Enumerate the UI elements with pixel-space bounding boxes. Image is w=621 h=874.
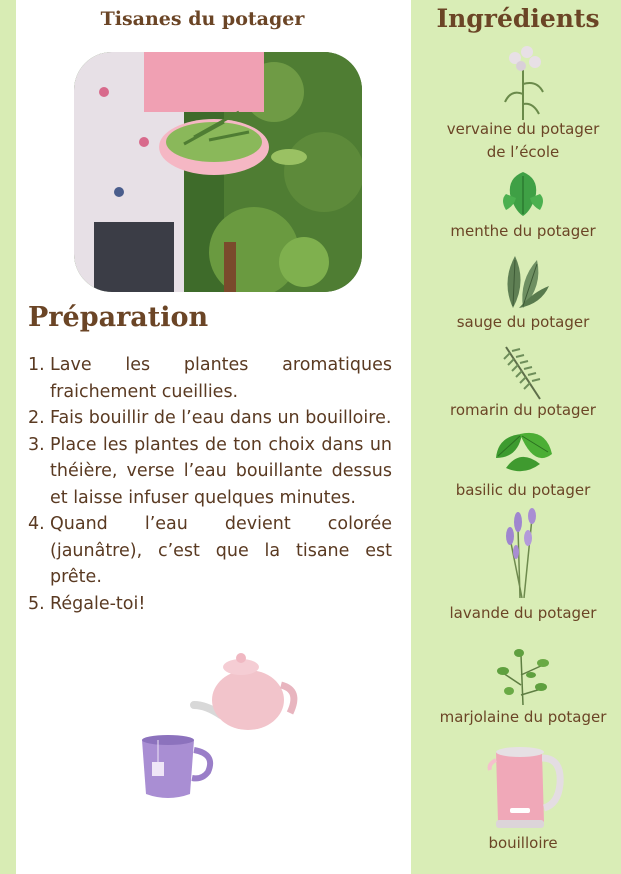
ingredient-sage bbox=[411, 252, 621, 334]
page-title: Tisanes du potager bbox=[100, 8, 305, 30]
mug-illustration bbox=[138, 732, 220, 802]
ingredient-mint bbox=[411, 170, 621, 243]
step-text: Place les plantes de ton choix dans un théière, verse l’eau bouillante dessus et laisse infuser quelques minutes. bbox=[50, 434, 392, 508]
garden-photo bbox=[74, 52, 362, 292]
ingredient-lavender bbox=[411, 508, 621, 625]
marjoram-icon bbox=[493, 645, 553, 705]
step-number: 1. bbox=[28, 355, 45, 375]
step-item bbox=[28, 591, 392, 618]
mint-icon bbox=[498, 170, 548, 218]
step-text: Lave les plantes aromatiques fraichement cueillies. bbox=[50, 355, 392, 402]
step-number: 3. bbox=[28, 434, 45, 455]
ingredient-rosemary bbox=[411, 345, 621, 422]
ingredient-label: lavande du potager bbox=[449, 604, 597, 622]
step-text: Régale-toi! bbox=[50, 593, 146, 614]
left-border-strip bbox=[0, 0, 16, 874]
preparation-steps bbox=[28, 352, 392, 617]
step-number: 4. bbox=[28, 514, 45, 534]
ingredient-label: vervaine du potager bbox=[446, 120, 600, 138]
step-text: Fais bouillir de l’eau dans un bouilloire. bbox=[50, 408, 392, 428]
step-item bbox=[28, 352, 392, 405]
ingredients-heading: Ingrédients bbox=[436, 4, 600, 33]
ingredient-label: sauge du potager bbox=[456, 313, 590, 331]
ingredient-label: romarin du potager bbox=[450, 401, 596, 419]
ingredient-basil bbox=[411, 428, 621, 502]
lavender-icon bbox=[498, 508, 548, 598]
rosemary-icon bbox=[498, 345, 548, 401]
step-number: 5. bbox=[28, 593, 45, 614]
ingredient-marjoram bbox=[411, 645, 621, 729]
sage-icon bbox=[493, 252, 553, 310]
ingredient-label: marjolaine du potager bbox=[439, 708, 607, 726]
step-item bbox=[28, 405, 392, 432]
verbena-icon bbox=[493, 44, 553, 120]
basil-icon bbox=[490, 428, 556, 472]
step-number: 2. bbox=[28, 408, 45, 428]
teapot-illustration bbox=[186, 645, 306, 745]
ingredient-label: bouilloire bbox=[488, 834, 558, 852]
preparation-heading: Préparation bbox=[28, 302, 209, 333]
ingredient-label: basilic du potager bbox=[455, 481, 591, 499]
ingredient-verbena bbox=[411, 44, 621, 164]
ingredient-label: menthe du potager bbox=[450, 222, 596, 240]
step-item bbox=[28, 511, 392, 591]
ingredient-label-line2: de l’école bbox=[486, 143, 560, 161]
step-text: Quand l’eau devient colorée (jaunâtre), c’est que la tisane est prête. bbox=[50, 514, 392, 587]
kettle-icon bbox=[478, 744, 568, 834]
ingredient-kettle bbox=[411, 744, 621, 855]
step-item bbox=[28, 432, 392, 512]
